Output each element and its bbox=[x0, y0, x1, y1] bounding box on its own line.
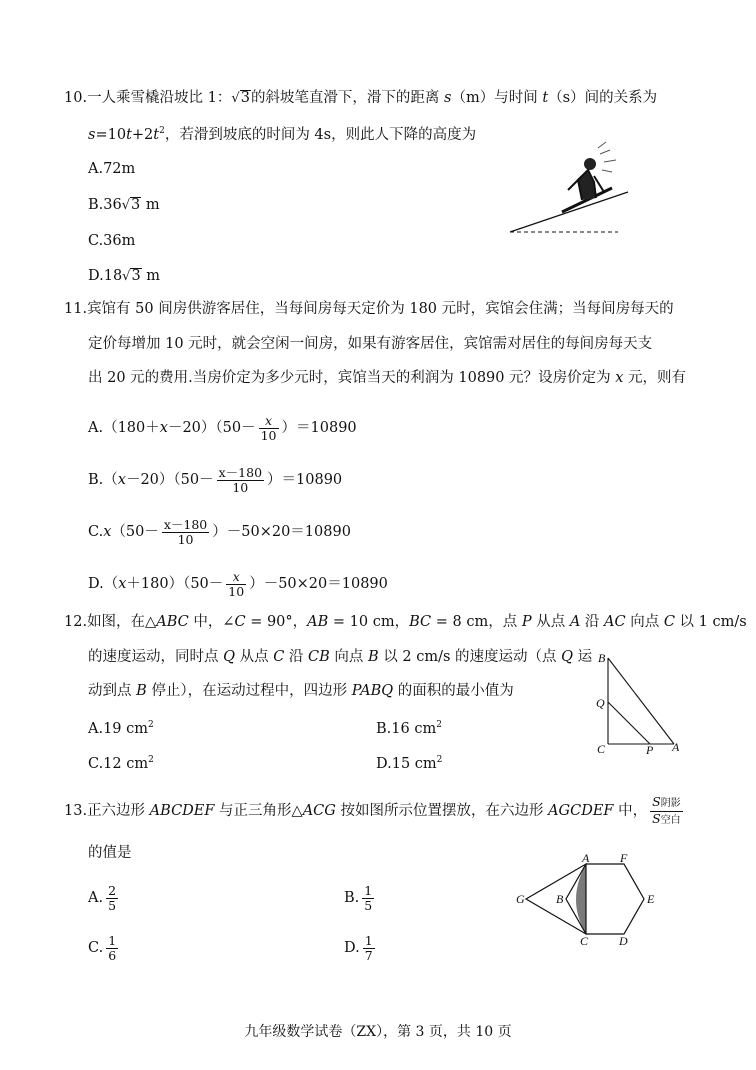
fraction: $\frac{x}{10}$ bbox=[260, 412, 277, 443]
q11-option-a: A.（180＋x－20）（50－ $\frac{x}{10}$ ）＝10890 bbox=[88, 412, 357, 443]
q13-line2: 的值是 bbox=[88, 845, 132, 861]
label-e: E bbox=[647, 892, 655, 906]
q11-option-c: C.x（50－ $\frac{x-180}{10}$ ）－50×20＝10890 bbox=[88, 516, 351, 547]
fraction: $\frac{1}{7}$ bbox=[364, 932, 373, 963]
q13-option-d: D. $\frac{1}{7}$ bbox=[344, 932, 373, 963]
q13-number: 13. bbox=[64, 803, 88, 819]
fraction: $\frac{x}{10}$ bbox=[228, 568, 245, 599]
label-g: G bbox=[516, 892, 525, 906]
q11-number: 11. bbox=[64, 301, 88, 317]
q13-line1: 13.正六边形 ABCDEF 与正三角形△ACG 按如图所示位置摆放，在六边形 AGCDEF 中， $\frac{\text{S阴影}}{\text{S空白}}$ bbox=[64, 793, 681, 826]
q10-option-a: A.72m bbox=[88, 161, 136, 177]
label-q: Q bbox=[596, 696, 605, 710]
q10-option-c: C.36m bbox=[88, 233, 136, 249]
q12-option-d: D.15 $cm^2$ bbox=[376, 755, 443, 772]
q10-number: 10. bbox=[64, 90, 88, 106]
side-ab bbox=[608, 658, 674, 744]
shaded-region bbox=[576, 864, 586, 934]
segment-qp bbox=[608, 702, 650, 744]
q11-option-d: D.（x＋180）（50－ $\frac{x}{10}$ ）－50×20＝10890 bbox=[88, 568, 388, 599]
q12-line1: 12.如图，在△ABC 中，∠C = 90°，AB = 10 cm，BC = 8 cm，点 P 从点 A 沿 AC 向点 C 以 1 cm/s bbox=[64, 614, 747, 630]
label-p: P bbox=[646, 743, 654, 757]
q12-triangle-figure bbox=[594, 650, 684, 757]
area-ratio-fraction: $\frac{\text{S阴影}}{\text{S空白}}$ bbox=[652, 793, 681, 826]
label-b: B bbox=[598, 651, 606, 665]
label-d: D bbox=[619, 934, 628, 948]
label-f: F bbox=[620, 851, 628, 865]
q12-option-a: A.19 $cm^2$ bbox=[88, 720, 154, 737]
q11-line2: 定价每增加 10 元时，就会空闲一间房，如果有游客居住，宾馆需对居住的每间房每天支 bbox=[88, 336, 653, 352]
fraction: $\frac{x-180}{10}$ bbox=[163, 516, 208, 547]
q10-line2: $s=10t+2t^2$，若滑到坡底的时间为 4s，则此人下降的高度为 bbox=[88, 126, 477, 143]
label-c: C bbox=[597, 742, 606, 756]
fraction: $\frac{1}{6}$ bbox=[108, 932, 117, 963]
q10-line1: 10.一人乘雪橇沿坡比 1：√3的斜坡笔直滑下，滑下的距离 s（m）与时间 t（s）间的关系为 bbox=[64, 90, 658, 106]
q13-option-a: A. $\frac{2}{5}$ bbox=[88, 882, 117, 913]
q12-option-c: C.12 $cm^2$ bbox=[88, 755, 154, 772]
q10-slope-figure bbox=[500, 140, 630, 240]
label-b: B bbox=[556, 892, 564, 906]
q13-hexagon-figure bbox=[514, 852, 664, 948]
q12-number: 12. bbox=[64, 614, 88, 630]
skier-icon bbox=[562, 142, 616, 212]
fraction: $\frac{x-180}{10}$ bbox=[218, 464, 263, 495]
q11-line1: 11.宾馆有 50 间房供游客居住，当每间房每天定价为 180 元时，宾馆会住满；当每间房每天的 bbox=[64, 301, 674, 317]
q13-option-c: C. $\frac{1}{6}$ bbox=[88, 932, 117, 963]
q12-option-b: B.16 $cm^2$ bbox=[376, 720, 442, 737]
q10-option-b: B.36√3 m bbox=[88, 197, 160, 213]
label-a: A bbox=[582, 851, 590, 865]
q12-line3: 动到点 B 停止），在运动过程中，四边形 PABQ 的面积的最小值为 bbox=[88, 683, 514, 699]
q13-option-b: B. $\frac{1}{5}$ bbox=[344, 882, 373, 913]
fraction: $\frac{1}{5}$ bbox=[364, 882, 373, 913]
label-c: C bbox=[580, 934, 589, 948]
q11-option-b: B.（x－20）（50－ $\frac{x-180}{10}$ ）＝10890 bbox=[88, 464, 343, 495]
q10-option-d: D.18√3 m bbox=[88, 268, 161, 284]
fraction: $\frac{2}{5}$ bbox=[108, 882, 117, 913]
page-footer: 九年级数学试卷（ZX），第 3 页，共 10 页 bbox=[244, 1024, 512, 1040]
q11-line3: 出 20 元的费用.当房价定为多少元时，宾馆当天的利润为 10890 元？设房价定为 x 元，则有 bbox=[88, 370, 687, 386]
slope-line bbox=[510, 192, 628, 232]
q12-line2: 的速度运动，同时点 Q 从点 C 沿 CB 向点 B 以 2 cm/s 的速度运动（点 Q 运 bbox=[88, 649, 593, 665]
label-a: A bbox=[672, 740, 680, 754]
